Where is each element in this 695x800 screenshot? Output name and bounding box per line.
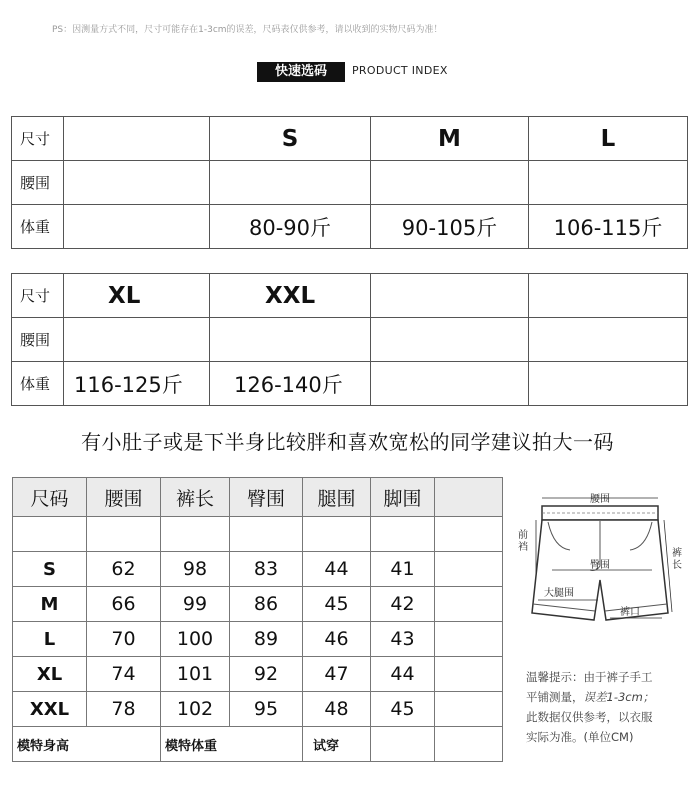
table-footer-row <box>13 727 503 762</box>
diagram-label-length-2: 长 <box>672 560 682 571</box>
row-label-weight: 体重 <box>12 362 64 406</box>
table-row: XL 74 101 92 47 44 <box>13 657 503 692</box>
quick-size-table-2 <box>11 273 688 406</box>
table-row: L 70 100 89 46 43 <box>13 622 503 657</box>
diagram-label-front-rise-2: 裆 <box>518 542 528 553</box>
model-weight-label: 模特体重 <box>161 727 303 762</box>
table-header-row <box>13 478 503 517</box>
diagram-label-hip: 臀围 <box>590 560 610 571</box>
table-row <box>12 318 688 362</box>
quick-size-table-1 <box>11 116 688 249</box>
table-row <box>12 362 688 406</box>
weight-cell: 126-140斤 <box>210 362 371 406</box>
table-row <box>13 517 503 552</box>
size-cell: XL <box>64 274 210 318</box>
column-header: 裤长 <box>161 478 230 517</box>
weight-cell: 116-125斤 <box>64 362 210 406</box>
table-row <box>12 205 688 249</box>
diagram-label-waist: 腰围 <box>590 494 610 505</box>
weight-cell: 106-115斤 <box>529 205 688 249</box>
weight-cell: 90-105斤 <box>371 205 529 249</box>
row-label-weight: 体重 <box>12 205 64 249</box>
table-row <box>12 274 688 318</box>
table-row <box>12 161 688 205</box>
size-cell: S <box>210 117 371 161</box>
table-row <box>12 117 688 161</box>
row-label-waist: 腰围 <box>12 318 64 362</box>
size-cell: L <box>529 117 688 161</box>
row-label-size: 尺寸 <box>12 274 64 318</box>
diagram-label-length-1: 裤 <box>672 548 682 559</box>
product-index-title: 快速选码 <box>257 62 345 82</box>
diagram-label-front-rise-1: 前 <box>518 530 528 541</box>
try-on-label: 试穿 <box>303 727 371 762</box>
column-header: 腰围 <box>87 478 161 517</box>
column-header: 臀围 <box>230 478 303 517</box>
column-header: 脚围 <box>371 478 435 517</box>
ps-note: PS：因测量方式不同，尺寸可能存在1-3cm的误差，尺码表仅供参考，请以收到的实物尺码为准！ <box>52 25 443 35</box>
size-cell: M <box>371 117 529 161</box>
row-label-waist: 腰围 <box>12 161 64 205</box>
measurement-tip: 温馨提示：由于裤子手工 平铺测量，误差1-3cm； 此数据仅供参考，以衣服 实际为准。(单位CM) <box>526 670 655 744</box>
column-header: 腿围 <box>303 478 371 517</box>
table-row: XXL 78 102 95 48 45 <box>13 692 503 727</box>
diagram-label-hem: 裤口 <box>620 607 640 618</box>
shorts-measurement-diagram <box>512 488 687 640</box>
model-height-label: 模特身高 <box>13 727 161 762</box>
product-index-subtitle: PRODUCT INDEX <box>352 64 448 77</box>
table-row: M 66 99 86 45 42 <box>13 587 503 622</box>
row-label-size: 尺寸 <box>12 117 64 161</box>
column-header: 尺码 <box>13 478 87 517</box>
diagram-label-thigh: 大腿围 <box>544 588 574 599</box>
size-cell: XXL <box>210 274 371 318</box>
table-row: S 62 98 83 44 41 <box>13 552 503 587</box>
weight-cell: 80-90斤 <box>210 205 371 249</box>
size-measurement-table <box>12 477 503 762</box>
sizing-advice: 有小肚子或是下半身比较胖和喜欢宽松的同学建议拍大一码 <box>81 430 614 454</box>
